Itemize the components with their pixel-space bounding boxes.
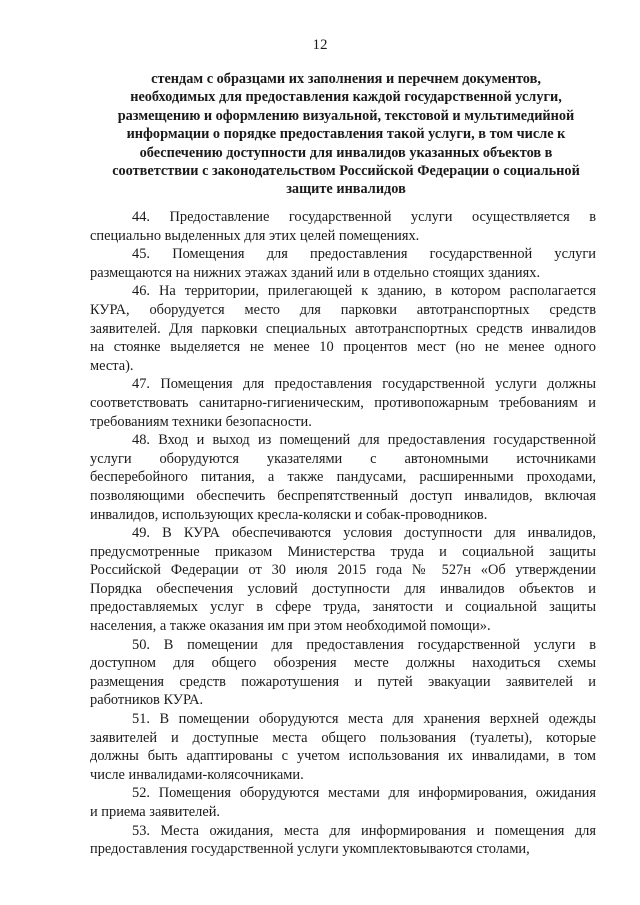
paragraph-line: требованиям техники безопасности. [90,413,312,430]
paragraph-line: размещения средств пожаротушения и путей эвакуации заявителей и [90,673,596,690]
paragraph-line: Порядка обеспечения условий доступности для инвалидов объектов и [90,580,596,597]
paragraph-line: на стоянке выделяется не менее 10 процентов мест (но не менее одного [90,339,596,356]
page-number: 12 [312,37,328,53]
heading-line: стендам с образцами их заполнения и перечнем документов, [151,71,541,87]
heading-line: необходимых для предоставления каждой государственной услуги, [130,89,562,106]
paragraph-line: соответствовать санитарно-гигиеническим, противопожарным требованиям и [90,394,596,411]
paragraph [90,710,596,784]
paragraph-line: доступном для общего обозрения месте должны находиться схемы [90,655,596,672]
paragraph-line: КУРА, оборудуется место для парковки автотранспортных средств [90,301,596,318]
paragraph-line: 51. В помещении оборудуются места для хранения верхней одежды [132,711,596,728]
heading-line: размещению и оформлению визуальной, текстовой и мультимедийной [117,107,575,124]
paragraph [90,524,596,636]
paragraph-line: заявителей. Для парковки специальных автотранспортных средств инвалидов [90,320,596,337]
paragraph-line: и приема заявителей. [90,804,221,820]
paragraph-line: специально выделенных для этих целей помещениях. [90,227,420,244]
section-heading [96,70,596,199]
paragraph [90,208,596,245]
paragraph [90,636,596,710]
paragraph-line: населения, а также оказания им при этом необходимой помощи». [90,618,491,635]
paragraph-line: бесперебойного питания, а также пандусами, расширенными проходами, [90,469,596,486]
heading-line: информации о порядке предоставления такой услуги, в том числе к [126,126,566,143]
paragraph-line: заявителей и доступные места общего пользования (туалеты), которые [90,729,596,746]
document-body [90,208,596,859]
heading-line: защите инвалидов [286,181,406,198]
paragraph-line: инвалидов, использующих кресла-коляски и собак-проводников. [90,506,488,523]
paragraph-line: места). [90,357,134,374]
paragraph-line: услуги оборудуются указателями с автономными источниками [90,450,596,467]
paragraph-line: 44. Предоставление государственной услуги осуществляется в [132,209,596,225]
paragraph-line: 50. В помещении для предоставления государственной услуги в [132,636,596,653]
paragraph [90,282,596,375]
heading-line: обеспечению доступности для инвалидов указанных объектов в [139,144,553,161]
paragraph [90,375,596,431]
paragraph [90,431,596,524]
paragraph-line: предоставления государственной услуги укомплектовываются столами, [90,841,530,858]
paragraph-line: позволяющими обеспечить беспрепятственный доступ инвалидов, включая [90,487,596,504]
paragraph-line: числе инвалидами-колясочниками. [90,766,304,783]
paragraph-line: 52. Помещения оборудуются местами для информирования, ожидания [132,785,596,802]
paragraph-line: предоставляемых услуг в сфере труда, занятости и социальной защиты [90,599,596,616]
paragraph-line: предусмотренные приказом Министерства труда и социальной защиты [90,543,596,560]
paragraph-line: 48. Вход и выход из помещений для предоставления государственной [132,432,596,449]
paragraph [90,245,596,282]
paragraph-line: должны быть адаптированы с учетом использования их инвалидами, в том [90,748,596,765]
paragraph [90,822,596,859]
paragraph-line: размещаются на нижних этажах зданий или в отдельно стоящих зданиях. [90,264,541,281]
paragraph-line: 49. В КУРА обеспечиваются условия доступности для инвалидов, [132,525,596,542]
paragraph-line: 47. Помещения для предоставления государственной услуги должны [132,376,596,393]
paragraph-line: 45. Помещения для предоставления государственной услуги [132,246,596,263]
paragraph-line: 46. На территории, прилегающей к зданию, в котором располагается [132,283,596,300]
heading-line: соответствии с законодательством Российской Федерации о социальной [112,163,580,180]
paragraph [90,784,596,821]
paragraph-line: работников КУРА. [90,692,204,709]
paragraph-line: 53. Места ожидания, места для информирования и помещения для [132,822,596,839]
paragraph-line: Российской Федерации от 30 июля 2015 года № 527н «Об утверждении [90,562,596,579]
